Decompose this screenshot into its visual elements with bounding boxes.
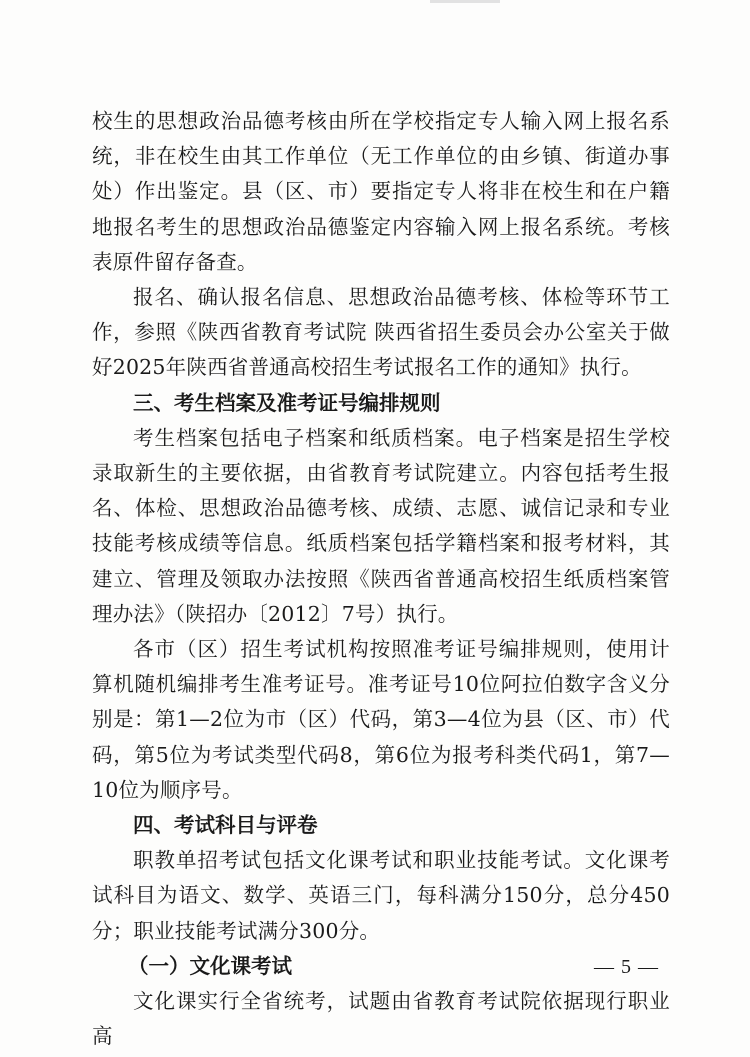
body-paragraph: 职教单招考试包括文化课考试和职业技能考试。文化课考试科目为语文、数学、英语三门，每科满分150分，总分450分；职业技能考试满分300分。 [92,848,670,943]
document-body [92,104,670,1054]
scan-artifact [430,0,500,3]
section-heading-3: 三、考生档案及准考证号编排规则 [133,390,441,415]
section-heading-4: 四、考试科目与评卷 [133,813,318,838]
body-paragraph-continued: 校生的思想政治品德考核由所在学校指定专人输入网上报名系统，非在校生由其工作单位（无工作单位的由乡镇、街道办事处）作出鉴定。县（区、市）要指定专人将非在校生和在户籍地报名考生的思想政治品德鉴定内容输入网上报名系统。考核表原件留存备查。 [92,109,670,274]
body-paragraph: 文化课实行全省统考，试题由省教育考试院依据现行职业高 [92,989,670,1049]
body-paragraph: 考生档案包括电子档案和纸质档案。电子档案是招生学校录取新生的主要依据，由省教育考试院建立。内容包括考生报名、体检、思想政治品德考核、成绩、志愿、诚信记录和专业技能考核成绩等信息。纸质档案包括学籍档案和报考材料，其建立、管理及领取办法按照《陕西省普通高校招生纸质档案管理办法》（陕招办〔2012〕7号）执行。 [92,425,670,626]
body-paragraph: 各市（区）招生考试机构按照准考证号编排规则，使用计算机随机编排考生准考证号。准考证号10位阿拉伯数字含义分别是：第1—2位为市（区）代码，第3—4位为县（区、市）代码，第5位为考试类型代码8，第6位为报考科类代码1，第7—10位为顺序号。 [92,637,670,802]
body-paragraph: 报名、确认报名信息、思想政治品德考核、体检等环节工作，参照《陕西省教育考试院 陕西省招生委员会办公室关于做好2025年陕西省普通高校招生考试报名工作的通知》执行。 [92,285,670,380]
page-number: — 5 — [594,956,659,978]
subsection-heading: （一）文化课考试 [128,953,292,978]
